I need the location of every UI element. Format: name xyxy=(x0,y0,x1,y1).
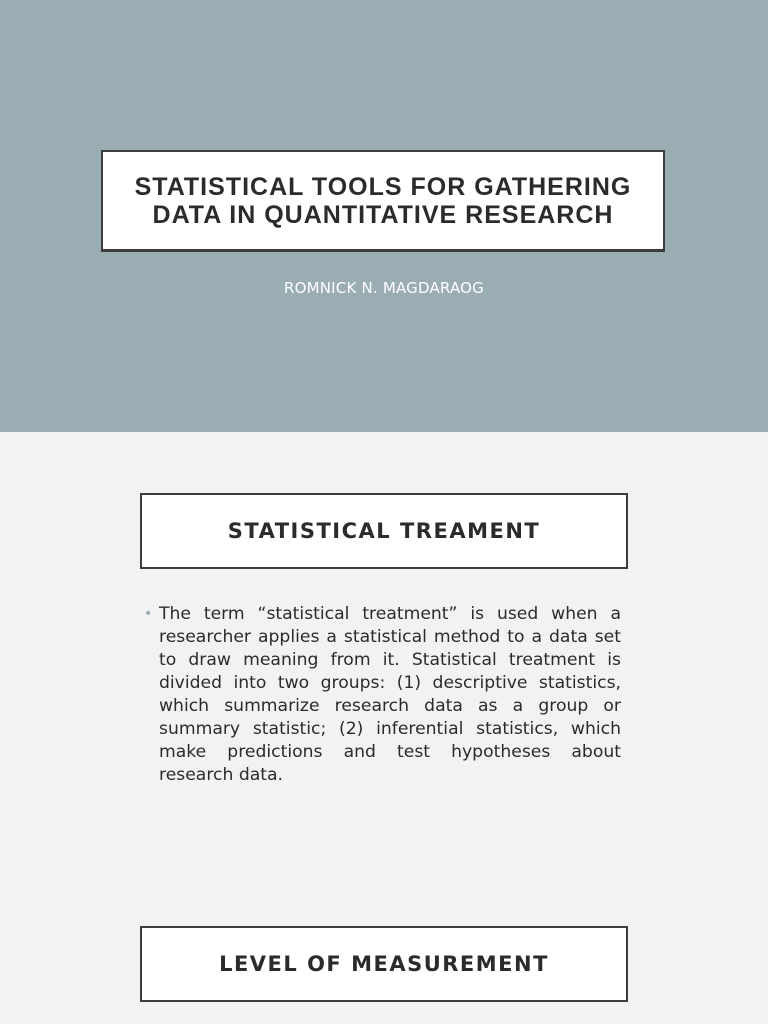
section-heading: LEVEL OF MEASUREMENT xyxy=(219,952,549,976)
title-box xyxy=(101,150,665,252)
section-heading-box xyxy=(140,493,628,569)
title-slide xyxy=(0,0,768,432)
section-heading: STATISTICAL TREAMENT xyxy=(227,519,541,543)
bullet-text: The term “statistical treatment” is used when a researcher applies a statistical method to a data set to draw meaning from it. Statistical treatment is divided into two groups: (1) descriptive statistics, which summarize research data as a group or summary statistic; (2) inferential statistics, which make predictions and test hypotheses about research data. xyxy=(159,604,621,785)
section-heading-box xyxy=(140,926,628,1002)
list-item xyxy=(144,603,621,787)
bullet-list xyxy=(144,603,621,787)
presentation-title: STATISTICAL TOOLS FOR GATHERING DATA IN QUANTITATIVE RESEARCH xyxy=(134,172,632,229)
author-name: ROMNICK N. MAGDARAOG xyxy=(283,279,484,297)
bullet-dot-icon: • xyxy=(144,606,153,622)
